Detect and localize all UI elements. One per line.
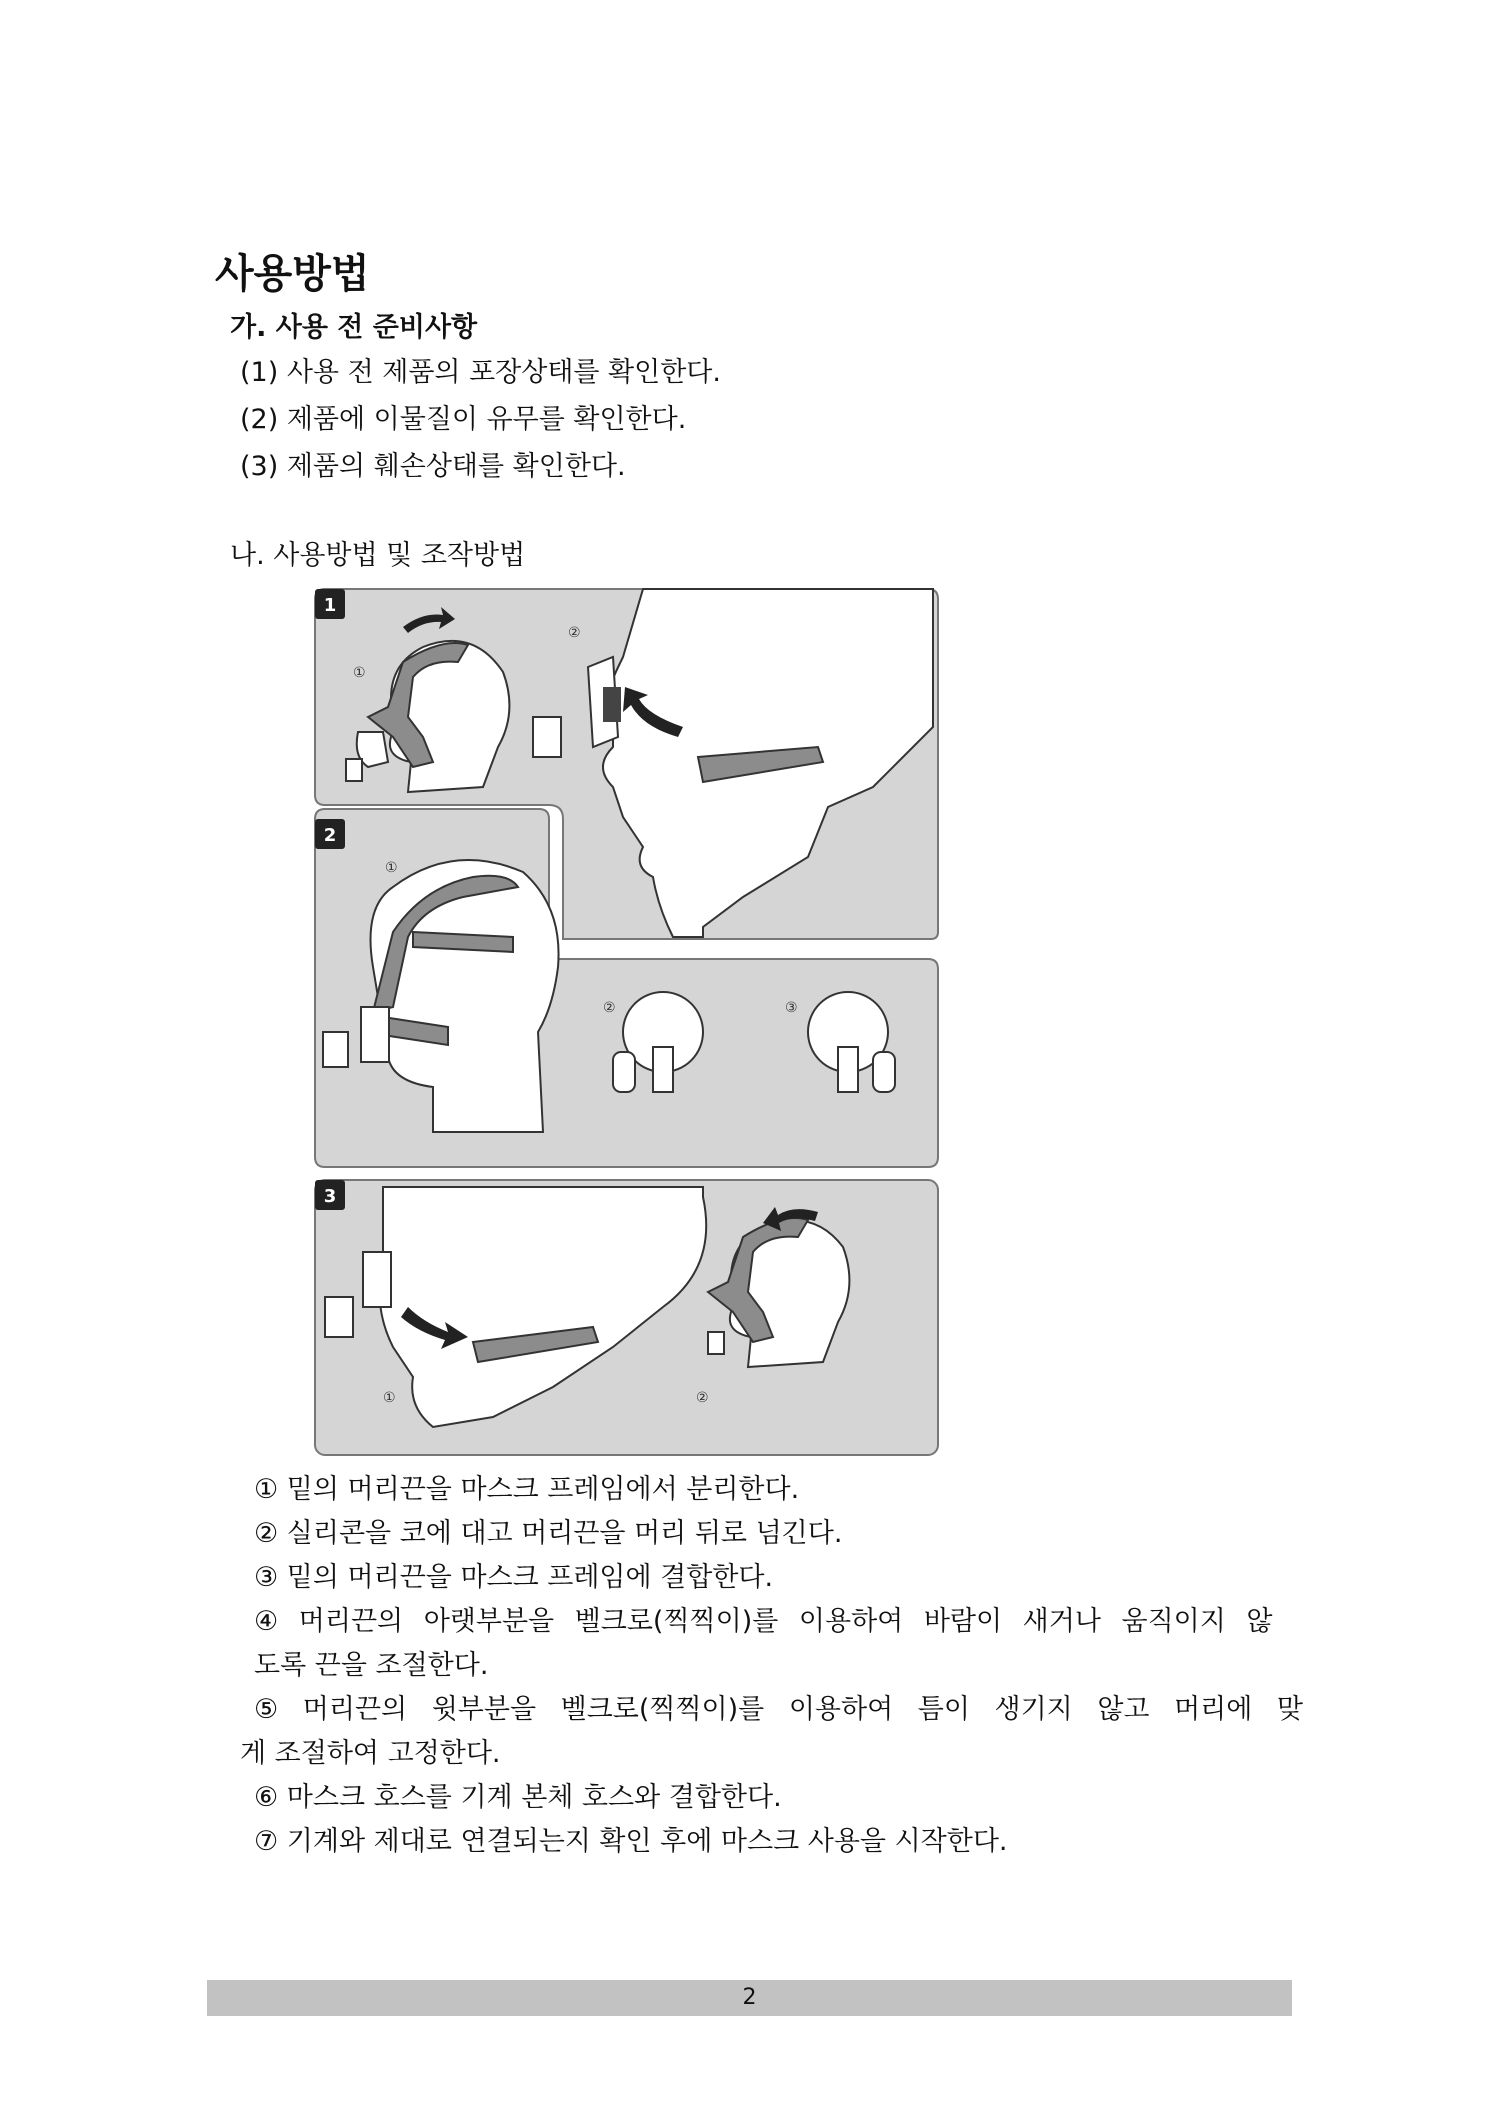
step-5-line-1: ⑤ 머리끈의 윗부분을 벨크로(찍찍이)를 이용하여 틈이 생기지 않고 머리에 맞 xyxy=(254,1694,1303,1725)
prep-item-3: (3) 제품의 훼손상태를 확인한다. xyxy=(240,451,626,482)
mask-3 xyxy=(363,1252,391,1307)
connector-3b xyxy=(708,1332,724,1354)
circle-label-3b: ② xyxy=(696,1390,709,1406)
step-1: ① 밑의 머리끈을 마스크 프레임에서 분리한다. xyxy=(254,1474,800,1505)
circle-label-2a: ① xyxy=(385,860,398,876)
connector-2 xyxy=(323,1032,348,1067)
connector-3 xyxy=(325,1297,353,1337)
mask-instructions-figure xyxy=(313,587,941,1462)
mask-front-2b xyxy=(653,1047,673,1092)
footer-bar xyxy=(207,1980,1292,2016)
panel-1-number: 1 xyxy=(323,595,337,616)
prep-item-2: (2) 제품에 이물질이 유무를 확인한다. xyxy=(240,404,687,435)
circle-label-1b: ② xyxy=(568,625,581,641)
section-a-heading: 가. 사용 전 준비사항 xyxy=(230,312,478,343)
circle-label-3a: ① xyxy=(383,1390,396,1406)
step-2: ② 실리콘을 코에 대고 머리끈을 머리 뒤로 넘긴다. xyxy=(254,1518,843,1549)
circle-label-1a: ① xyxy=(353,665,366,681)
circle-label-2b: ② xyxy=(603,1000,616,1016)
connector-1b xyxy=(533,717,561,757)
step-6: ⑥ 마스크 호스를 기계 본체 호스와 결합한다. xyxy=(254,1782,782,1813)
hand-2c xyxy=(873,1052,895,1092)
step-5-line-2: 게 조절하여 고정한다. xyxy=(240,1738,501,1769)
prep-item-1: (1) 사용 전 제품의 포장상태를 확인한다. xyxy=(240,357,721,388)
mask-2 xyxy=(361,1007,389,1062)
panel-3-number: 3 xyxy=(323,1186,337,1207)
hand-2b xyxy=(613,1052,635,1092)
page-title: 사용방법 xyxy=(215,251,370,297)
step-4-line-2: 도록 끈을 조절한다. xyxy=(254,1650,489,1681)
page-number: 2 xyxy=(742,1985,757,2010)
panel-2-number: 2 xyxy=(323,825,337,846)
circle-label-2c: ③ xyxy=(785,1000,798,1016)
section-b-heading: 나. 사용방법 및 조작방법 xyxy=(230,540,526,571)
mask-clip-1 xyxy=(603,687,621,722)
step-4-line-1: ④ 머리끈의 아랫부분을 벨크로(찍찍이)를 이용하여 바람이 새거나 움직이지 않 xyxy=(254,1606,1273,1637)
mask-front-2c xyxy=(838,1047,858,1092)
step-7: ⑦ 기계와 제대로 연결되는지 확인 후에 마스크 사용을 시작한다. xyxy=(254,1826,1008,1857)
step-3: ③ 밑의 머리끈을 마스크 프레임에 결합한다. xyxy=(254,1562,774,1593)
connector-1 xyxy=(346,759,362,781)
